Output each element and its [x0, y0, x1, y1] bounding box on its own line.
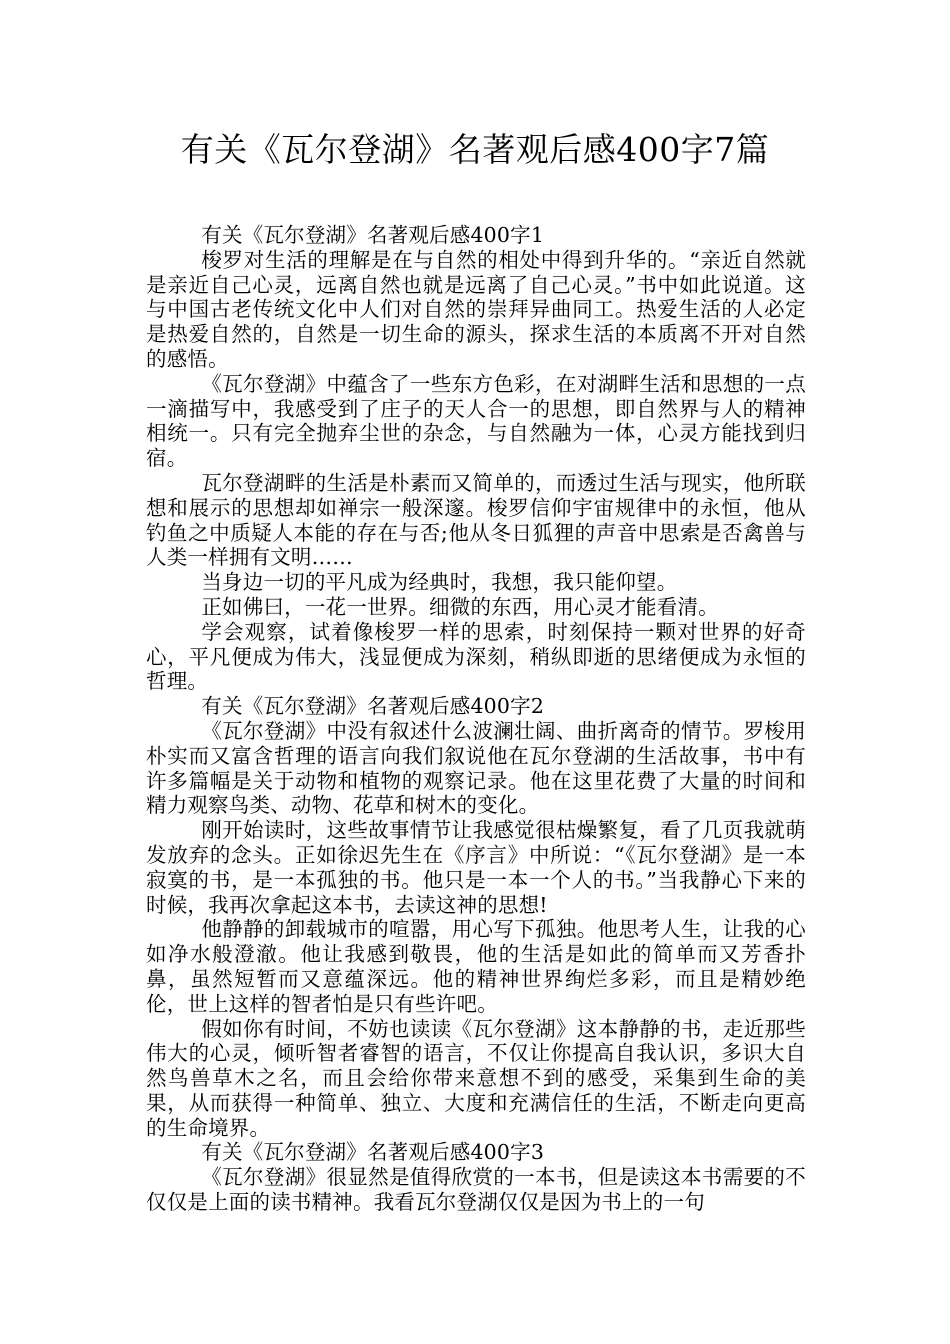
paragraph: 梭罗对生活的理解是在与自然的相处中得到升华的。“亲近自然就是亲近自己心灵，远离自然也就是远离了自己心灵。”书中如此说道。这与中国古老传统文化中人们对自然的崇拜异曲同工。热爱生活的人必定是热爱自然的，自然是一切生命的源头，探求生活的本质离不开对自然的感悟。 — [146, 247, 806, 371]
section-heading-1: 有关《瓦尔登湖》名著观后感400字1 — [201, 223, 545, 247]
paragraph: 瓦尔登湖畔的生活是朴素而又简单的，而透过生活与现实，他所联想和展示的思想却如禅宗一般深邃。梭罗信仰宇宙规律中的永恒，他从钓鱼之中质疑人本能的存在与否;他从冬日狐狸的声音中思索是否禽兽与人类一样拥有文明…… — [146, 470, 806, 570]
paragraph: 《瓦尔登湖》很显然是值得欣赏的一本书，但是读这本书需要的不仅仅是上面的读书精神。我看瓦尔登湖仅仅是因为书上的一句 — [146, 1165, 806, 1215]
paragraph: 刚开始读时，这些故事情节让我感觉很枯燥繁复，看了几页我就萌发放弃的念头。正如徐迟先生在《序言》中所说：“《瓦尔登湖》是一本寂寞的书，是一本孤独的书。他只是一本一个人的书。”当我静心下来的时候，我再次拿起这本书，去读这神的思想! — [146, 818, 806, 917]
section-heading-2: 有关《瓦尔登湖》名著观后感400字2 — [201, 694, 545, 719]
paragraph: 正如佛曰，一花一世界。细微的东西，用心灵才能看清。 — [201, 594, 719, 619]
section-heading-3: 有关《瓦尔登湖》名著观后感400字3 — [201, 1140, 545, 1165]
paragraph: 他静静的卸载城市的喧嚣，用心写下孤独。他思考人生，让我的心如净水般澄澈。他让我感到敬畏，他的生活是如此的简单而又芳香扑鼻，虽然短暂而又意蕴深远。他的精神世界绚烂多彩，而且是精妙绝伦，世上这样的智者怕是只有些许吧。 — [146, 917, 806, 1016]
paragraph: 学会观察，试着像梭罗一样的思索，时刻保持一颗对世界的好奇心，平凡便成为伟大，浅显便成为深刻，稍纵即逝的思绪便成为永恒的哲理。 — [146, 619, 806, 694]
paragraph: 当身边一切的平凡成为经典时，我想，我只能仰望。 — [201, 570, 678, 595]
paragraph: 假如你有时间，不妨也读读《瓦尔登湖》这本静静的书，走近那些伟大的心灵，倾听智者睿智的语言，不仅让你提高自我认识，多识大自然鸟兽草木之名，而且会给你带来意想不到的感受，采集到生命的美果，从而获得一种简单、独立、大度和充满信任的生活，不断走向更高的生命境界。 — [146, 1016, 806, 1140]
paragraph: 《瓦尔登湖》中没有叙述什么波澜壮阔、曲折离奇的情节。罗梭用朴实而又富含哲理的语言向我们叙说他在瓦尔登湖的生活故事，书中有许多篇幅是关于动物和植物的观察记录。他在这里花费了大量的时间和精力观察鸟类、动物、花草和树木的变化。 — [146, 718, 806, 818]
document-body — [146, 223, 806, 1215]
document-title: 有关《瓦尔登湖》名著观后感400字7篇 — [180, 130, 770, 169]
paragraph: 《瓦尔登湖》中蕴含了一些东方色彩，在对湖畔生活和思想的一点一滴描写中，我感受到了庄子的天人合一的思想，即自然界与人的精神相统一。只有完全抛弃尘世的杂念，与自然融为一体，心灵方能找到归宿。 — [146, 371, 806, 471]
